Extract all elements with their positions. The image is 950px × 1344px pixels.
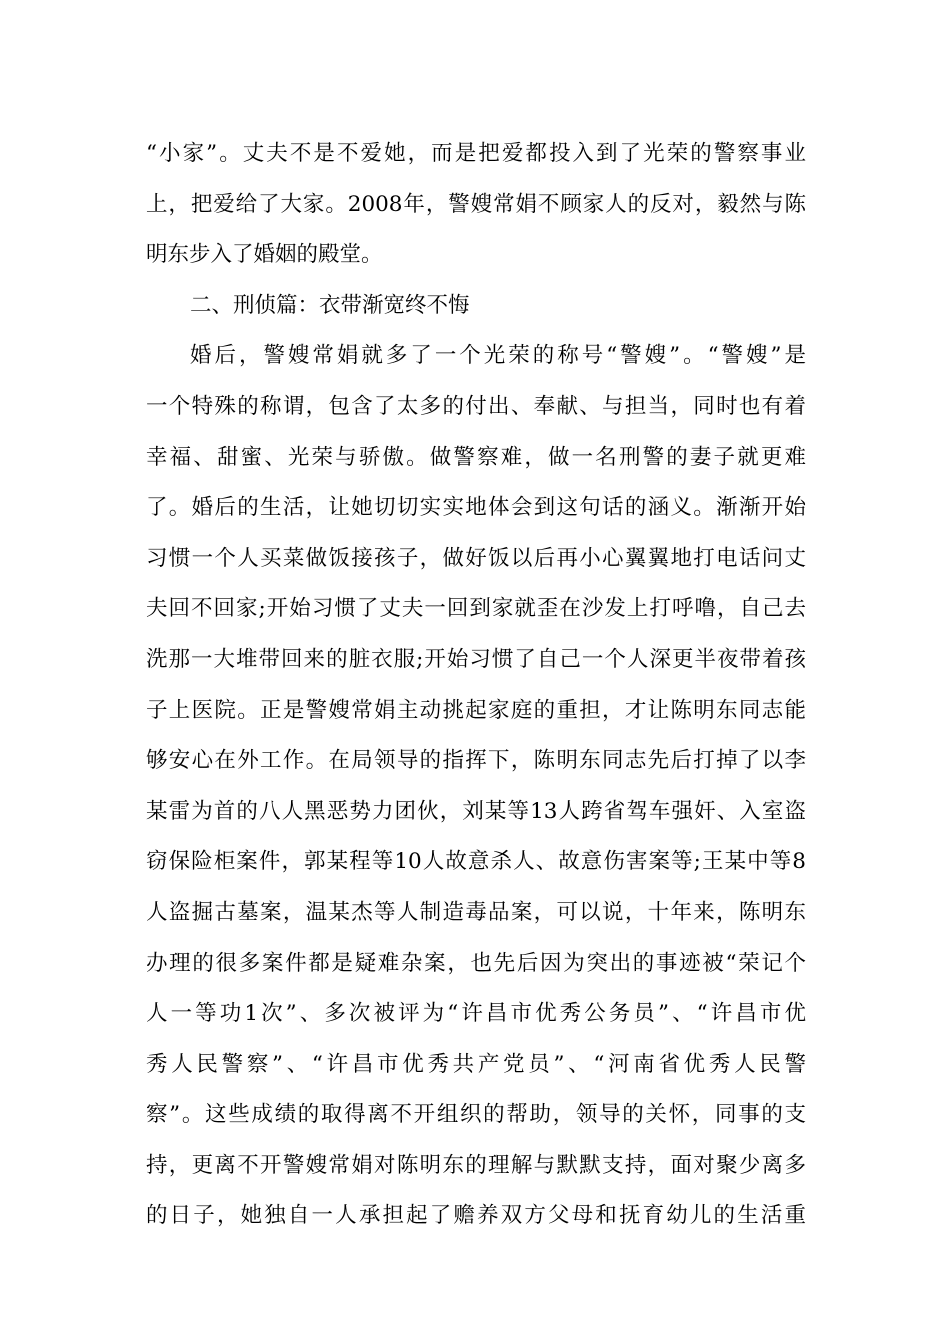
text-line: 察”。这些成绩的取得离不开组织的帮助，领导的关怀，同事的支 — [146, 1102, 806, 1128]
body-text — [146, 136, 806, 1249]
text-line: 人盗掘古墓案，温某杰等人制造毒品案，可以说，十年来，陈明东 — [146, 899, 806, 925]
text-line: 够安心在外工作。在局领导的指挥下，陈明东同志先后打掉了以李 — [146, 748, 806, 774]
text-line: 的日子，她独自一人承担起了赡养双方父母和抚育幼儿的生活重 — [146, 1203, 806, 1229]
text-line: 持，更离不开警嫂常娟对陈明东的理解与默默支持，面对聚少离多 — [146, 1152, 806, 1178]
text-line: 了。婚后的生活，让她切切实实地体会到这句话的涵义。渐渐开始 — [146, 495, 806, 521]
text-line: 办理的很多案件都是疑难杂案，也先后因为突出的事迹被“荣记个 — [146, 950, 806, 976]
text-line: 上，把爱给了大家。2008年，警嫂常娟不顾家人的反对，毅然与陈 — [146, 191, 806, 217]
text-line: 秀人民警察”、“许昌市优秀共产党员”、“河南省优秀人民警 — [146, 1051, 806, 1077]
text-line: 一个特殊的称谓，包含了太多的付出、奉献、与担当，同时也有着 — [146, 393, 806, 419]
text-line: 某雷为首的八人黑恶势力团伙，刘某等13人跨省驾车强奸、入室盗 — [146, 798, 806, 824]
text-line: 婚后，警嫂常娟就多了一个光荣的称号“警嫂”。“警嫂”是 — [190, 343, 806, 369]
text-line: “小家”。丈夫不是不爱她，而是把爱都投入到了光荣的警察事业 — [146, 141, 806, 166]
text-line: 子上医院。正是警嫂常娟主动挑起家庭的重担，才让陈明东同志能 — [146, 697, 806, 723]
text-line: 洗那一大堆带回来的脏衣服;开始习惯了自己一个人深更半夜带着孩 — [146, 646, 806, 672]
text-line: 幸福、甜蜜、光荣与骄傲。做警察难，做一名刑警的妻子就更难 — [146, 444, 806, 470]
text-line: 窃保险柜案件，郭某程等10人故意杀人、故意伤害案等;王某中等8 — [146, 849, 806, 875]
text-line: 习惯一个人买菜做饭接孩子，做好饭以后再小心翼翼地打电话问丈 — [146, 545, 806, 571]
text-line: 夫回不回家;开始习惯了丈夫一回到家就歪在沙发上打呼噜，自己去 — [146, 596, 806, 622]
text-line: 明东步入了婚姻的殿堂。 — [146, 242, 383, 268]
text-line: 人一等功1次”、多次被评为“许昌市优秀公务员”、“许昌市优 — [146, 1001, 806, 1027]
section-heading: 二、刑侦篇：衣带渐宽终不悔 — [190, 292, 470, 318]
